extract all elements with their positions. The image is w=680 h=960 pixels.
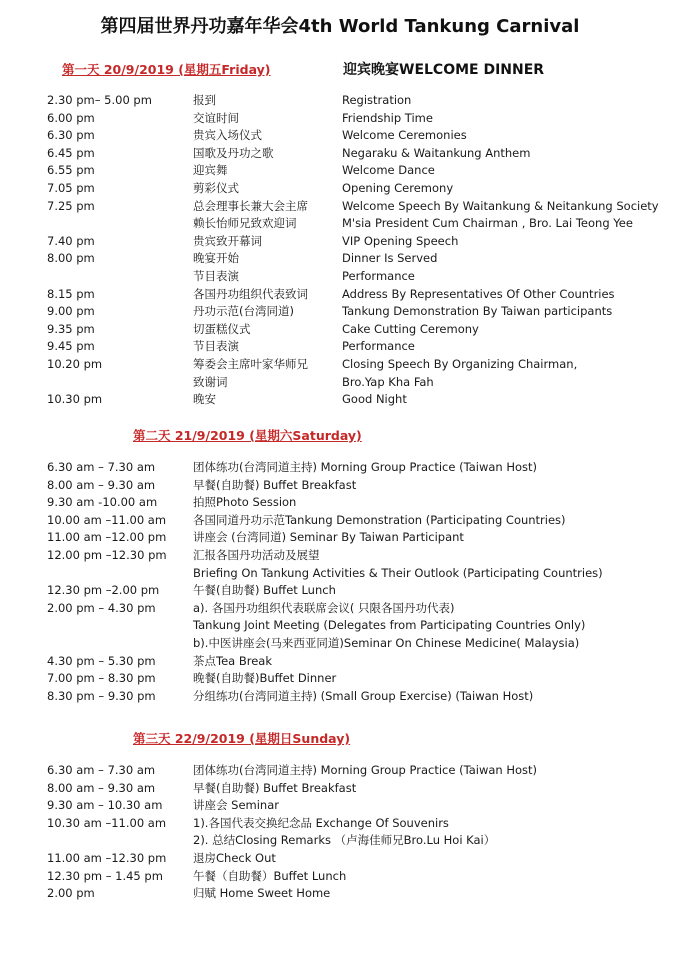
schedule-row bbox=[0, 198, 680, 216]
schedule-row bbox=[0, 565, 680, 583]
time-cell: 10.00 am –11.00 am bbox=[47, 512, 167, 527]
chinese-item-cell: 晚宴开始 bbox=[193, 251, 239, 266]
time-cell: 6.30 pm bbox=[47, 128, 95, 143]
english-item-cell: Bro.Yap Kha Fah bbox=[342, 374, 434, 389]
activity-cell: 早餐(自助餐) Buffet Breakfast bbox=[193, 477, 357, 492]
time-cell: 7.00 pm – 8.30 pm bbox=[47, 671, 156, 686]
chinese-item-cell: 致谢词 bbox=[193, 374, 228, 389]
schedule-row bbox=[0, 529, 680, 547]
schedule-row bbox=[0, 815, 680, 833]
schedule-row bbox=[0, 215, 680, 233]
schedule-row bbox=[0, 250, 680, 268]
activity-cell: 讲座会 (台湾同道) Seminar By Taiwan Participant bbox=[193, 530, 464, 545]
day3-heading: 第三天 22/9/2019 (星期日Sunday) bbox=[133, 731, 351, 746]
english-item-cell: Welcome Ceremonies bbox=[342, 128, 467, 143]
day2-heading: 第二天 21/9/2019 (星期六Saturday) bbox=[133, 428, 362, 443]
schedule-row bbox=[0, 688, 680, 706]
chinese-item-cell: 贵宾致开幕词 bbox=[193, 233, 262, 248]
chinese-item-cell: 节目表演 bbox=[193, 339, 239, 354]
chinese-item-cell: 节目表演 bbox=[193, 269, 239, 283]
activity-cell: 2). 总结Closing Remarks （卢海佳师兄Bro.Lu Hoi Kai） bbox=[193, 833, 496, 848]
time-cell: 10.30 pm bbox=[47, 392, 103, 407]
english-item-cell: Dinner Is Served bbox=[342, 251, 438, 266]
schedule-row bbox=[0, 850, 680, 868]
schedule-row bbox=[0, 582, 680, 600]
activity-cell: b).中医讲座会(马来西亚同道)Seminar On Chinese Medicine( Malaysia) bbox=[193, 636, 580, 650]
time-cell: 8.00 am – 9.30 am bbox=[47, 477, 156, 492]
chinese-item-cell: 赖长怡师兄致欢迎词 bbox=[193, 216, 297, 231]
schedule-row bbox=[0, 868, 680, 886]
time-cell: 7.05 pm bbox=[47, 181, 95, 195]
time-cell: 9.30 am – 10.30 am bbox=[47, 798, 163, 813]
activity-cell: 晚餐(自助餐)Buffet Dinner bbox=[193, 671, 337, 686]
activity-cell: Tankung Joint Meeting (Delegates from Participating Countries Only) bbox=[193, 618, 586, 633]
schedule-row bbox=[0, 162, 680, 180]
activity-cell: 茶点Tea Break bbox=[193, 653, 272, 668]
schedule-row bbox=[0, 127, 680, 145]
english-item-cell: VIP Opening Speech bbox=[342, 233, 459, 248]
time-cell: 8.30 pm – 9.30 pm bbox=[47, 688, 156, 703]
english-item-cell: Negaraku & Waitankung Anthem bbox=[342, 145, 531, 160]
activity-cell: 归赋 Home Sweet Home bbox=[193, 886, 331, 901]
chinese-item-cell: 晚安 bbox=[193, 392, 216, 407]
schedule-row bbox=[0, 338, 680, 356]
schedule-row bbox=[0, 617, 680, 635]
activity-cell: 退房Check Out bbox=[193, 851, 276, 865]
schedule-row bbox=[0, 92, 680, 110]
time-cell: 12.30 pm – 1.45 pm bbox=[47, 868, 163, 883]
activity-cell: 汇报各国丹功活动及展望 bbox=[193, 548, 320, 562]
day1-heading: 第一天 20/9/2019 (星期五Friday) bbox=[62, 62, 271, 77]
time-cell: 9.35 pm bbox=[47, 321, 95, 336]
chinese-item-cell: 剪彩仪式 bbox=[193, 181, 239, 195]
chinese-item-cell: 国歌及丹功之歌 bbox=[193, 145, 274, 160]
schedule-row bbox=[0, 653, 680, 671]
chinese-item-cell: 丹功示范(台湾同道) bbox=[193, 304, 294, 319]
time-cell: 11.00 am –12.00 pm bbox=[47, 530, 167, 545]
time-cell: 6.45 pm bbox=[47, 145, 95, 160]
english-item-cell: Welcome Speech By Waitankung & Neitankung Society bbox=[342, 198, 659, 213]
chinese-item-cell: 筹委会主席叶家华师兄 bbox=[193, 357, 308, 371]
activity-cell: 团体练功(台湾同道主持) Morning Group Practice (Taiwan Host) bbox=[193, 460, 538, 474]
schedule-row bbox=[0, 180, 680, 198]
activity-cell: a). 各国丹功组织代表联席会议( 只限各国丹功代表) bbox=[193, 600, 455, 615]
schedule-row bbox=[0, 110, 680, 128]
schedule-row bbox=[0, 670, 680, 688]
schedule-row bbox=[0, 303, 680, 321]
schedule-row bbox=[0, 762, 680, 780]
english-item-cell: Tankung Demonstration By Taiwan participants bbox=[342, 304, 613, 319]
english-item-cell: Welcome Dance bbox=[342, 163, 435, 178]
time-cell: 8.15 pm bbox=[47, 286, 95, 301]
english-item-cell: Address By Representatives Of Other Countries bbox=[342, 286, 615, 301]
schedule-row bbox=[0, 494, 680, 512]
chinese-item-cell: 各国丹功组织代表致词 bbox=[193, 286, 308, 301]
schedule-row bbox=[0, 635, 680, 653]
english-item-cell: Cake Cutting Ceremony bbox=[342, 321, 479, 336]
english-item-cell: Closing Speech By Organizing Chairman, bbox=[342, 357, 578, 371]
page-title: 第四届世界丹功嘉年华会4th World Tankung Carnival bbox=[100, 16, 580, 37]
schedule-row bbox=[0, 356, 680, 374]
time-cell: 9.00 pm bbox=[47, 304, 95, 319]
time-cell: 6.55 pm bbox=[47, 163, 95, 178]
activity-cell: 团体练功(台湾同道主持) Morning Group Practice (Taiwan Host) bbox=[193, 763, 538, 777]
time-cell: 9.30 am -10.00 am bbox=[47, 495, 158, 510]
schedule-row bbox=[0, 547, 680, 565]
chinese-item-cell: 迎宾舞 bbox=[193, 163, 228, 178]
activity-cell: 午餐（自助餐）Buffet Lunch bbox=[193, 868, 347, 883]
schedule-row bbox=[0, 145, 680, 163]
activity-cell: 午餐(自助餐) Buffet Lunch bbox=[193, 583, 336, 598]
activity-cell: 拍照Photo Session bbox=[193, 495, 297, 510]
time-cell: 10.30 am –11.00 am bbox=[47, 815, 167, 830]
english-item-cell: M'sia President Cum Chairman , Bro. Lai Teong Yee bbox=[342, 216, 633, 231]
chinese-item-cell: 交谊时间 bbox=[193, 110, 239, 125]
time-cell: 4.30 pm – 5.30 pm bbox=[47, 653, 156, 668]
schedule-row bbox=[0, 374, 680, 392]
day1-subheading: 迎宾晚宴WELCOME DINNER bbox=[343, 62, 545, 78]
time-cell: 8.00 pm bbox=[47, 251, 95, 266]
schedule-row bbox=[0, 885, 680, 903]
time-cell: 2.00 pm – 4.30 pm bbox=[47, 600, 156, 615]
time-cell: 7.40 pm bbox=[47, 233, 95, 248]
schedule-row bbox=[0, 286, 680, 304]
schedule-row bbox=[0, 832, 680, 850]
activity-cell: 早餐(自助餐) Buffet Breakfast bbox=[193, 780, 357, 795]
schedule-row bbox=[0, 797, 680, 815]
activity-cell: 讲座会 Seminar bbox=[193, 798, 279, 813]
time-cell: 8.00 am – 9.30 am bbox=[47, 780, 156, 795]
activity-cell: 1).各国代表交换纪念品 Exchange Of Souvenirs bbox=[193, 815, 449, 830]
time-cell: 10.20 pm bbox=[47, 357, 103, 371]
schedule-row bbox=[0, 268, 680, 286]
schedule-row bbox=[0, 391, 680, 409]
schedule-row bbox=[0, 780, 680, 798]
schedule-row bbox=[0, 477, 680, 495]
english-item-cell: Friendship Time bbox=[342, 110, 433, 125]
time-cell: 12.00 pm –12.30 pm bbox=[47, 548, 167, 562]
time-cell: 11.00 am –12.30 pm bbox=[47, 851, 167, 865]
activity-cell: 各国同道丹功示范Tankung Demonstration (Participating Countries) bbox=[193, 512, 566, 527]
english-item-cell: Opening Ceremony bbox=[342, 181, 454, 195]
schedule-row bbox=[0, 459, 680, 477]
activity-cell: 分组练功(台湾同道主持) (Small Group Exercise) (Taiwan Host) bbox=[193, 688, 534, 703]
time-cell: 6.30 am – 7.30 am bbox=[47, 460, 156, 474]
time-cell: 6.30 am – 7.30 am bbox=[47, 763, 156, 777]
activity-cell: Briefing On Tankung Activities & Their Outlook (Participating Countries) bbox=[193, 565, 603, 580]
chinese-item-cell: 切蛋糕仪式 bbox=[193, 321, 251, 336]
english-item-cell: Performance bbox=[342, 339, 415, 354]
chinese-item-cell: 总会理事长兼大会主席 bbox=[193, 198, 308, 213]
time-cell: 6.00 pm bbox=[47, 110, 95, 125]
english-item-cell: Good Night bbox=[342, 392, 407, 407]
chinese-item-cell: 贵宾入场仪式 bbox=[193, 128, 262, 143]
time-cell: 2.30 pm– 5.00 pm bbox=[47, 93, 152, 107]
schedule-row bbox=[0, 321, 680, 339]
time-cell: 2.00 pm bbox=[47, 886, 95, 901]
schedule-row bbox=[0, 512, 680, 530]
english-item-cell: Performance bbox=[342, 269, 415, 283]
time-cell: 9.45 pm bbox=[47, 339, 95, 354]
schedule-row bbox=[0, 600, 680, 618]
time-cell: 7.25 pm bbox=[47, 198, 95, 213]
english-item-cell: Registration bbox=[342, 93, 412, 107]
chinese-item-cell: 报到 bbox=[193, 93, 216, 107]
schedule-row bbox=[0, 233, 680, 251]
time-cell: 12.30 pm –2.00 pm bbox=[47, 583, 160, 598]
